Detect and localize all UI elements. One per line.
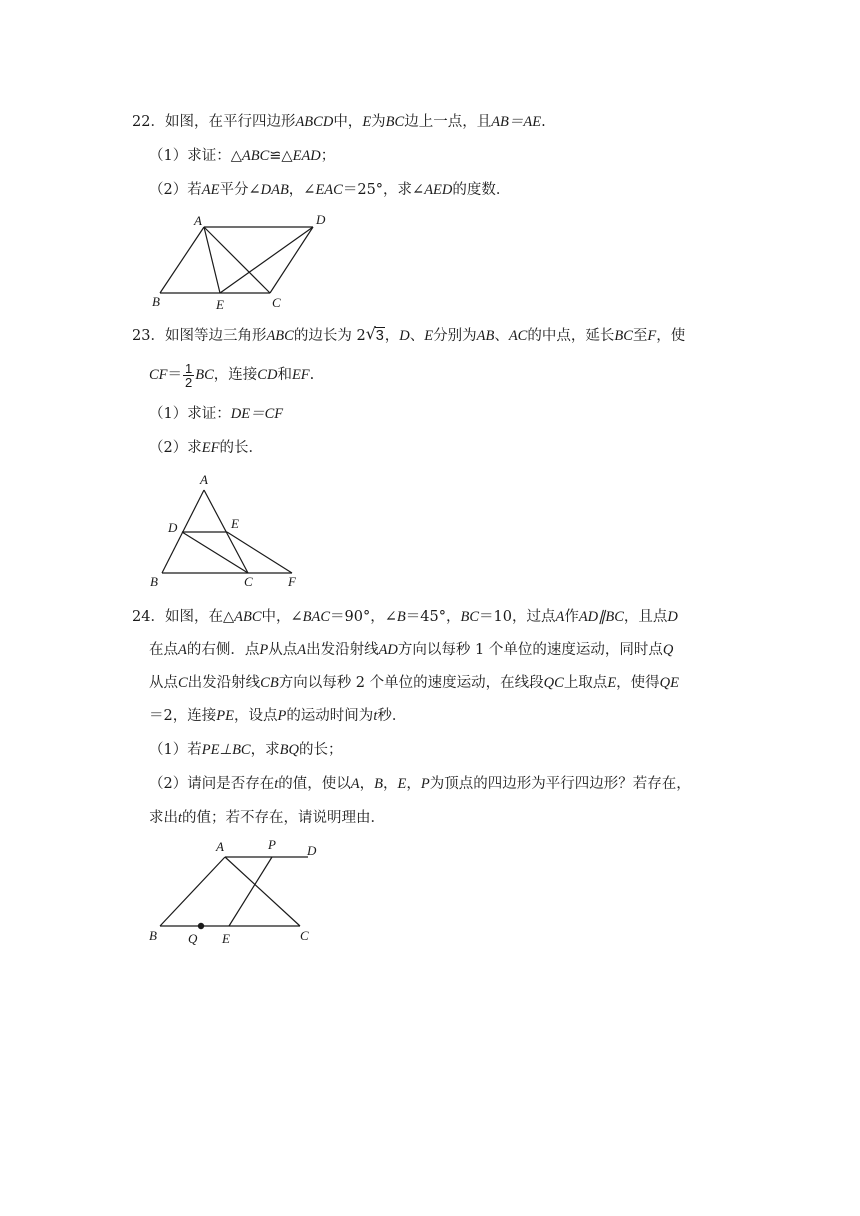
fraction-one-half: $\frac{1}{2}$ [185,360,193,390]
q22-figure [140,205,350,315]
segment-AC [225,857,300,926]
sqrt-symbol: √ 3 [365,324,384,344]
point-label-A: A [194,213,202,228]
segment-AC [204,227,270,293]
point-label-E: E [216,297,224,312]
point-label-D: D [307,843,317,858]
q24-part1: （1）若PE⊥BC，求BQ的长； [149,742,343,758]
point-label-B: B [150,574,158,589]
point-label-B: B [149,928,157,943]
segment-DC [270,227,313,293]
point-label-A: A [216,839,224,854]
q23-stem: 23．如图等边三角形ABC的边长为 2 √ 3，D、E分别为AB、AC的中点，延长BC至F，使 [132,324,686,344]
point-label-P: P [268,837,276,852]
q24-line3: 从点C出发沿射线CB方向以每秒 2 个单位的速度运动，在线段QC上取点E，使得QE [149,675,680,691]
point-label-E: E [222,931,230,946]
point-label-C: C [272,295,281,310]
point-label-C: C [244,574,253,589]
segment-AB [160,227,204,293]
point-Q-dot [198,923,204,929]
point-label-Q: Q [188,931,198,946]
q24-line2: 在点A的右侧．点P从点A出发沿射线AD方向以每秒 1 个单位的速度运动，同时点Q [149,642,674,658]
q23-line2: CF＝ $\frac{1}{2}$ BC，连接CD和EF. [149,360,315,390]
segment-AE [204,227,220,293]
q24-figure [140,835,330,950]
q23-part2: （2）求EF的长． [149,440,263,456]
point-label-F: F [288,574,296,589]
q24-line4: ＝2，连接PE，设点P的运动时间为t秒． [149,708,407,724]
segment-AB [160,857,225,926]
q23-part1: （1）求证：DE＝CF [149,406,284,422]
point-label-D: D [168,520,178,535]
q23-figure [140,470,310,592]
point-label-B: B [152,294,160,309]
q24-line1: 24．如图，在△ABC中，∠BAC＝90°，∠B＝45°，BC＝10，过点A作AD∥BC，且点D [132,609,678,625]
segment-DC [182,532,248,573]
point-label-E: E [231,516,239,531]
q22-part2: （2）若AE平分∠DAB，∠EAC＝25°，求∠AED的度数． [149,182,511,198]
segment-ED [220,227,313,293]
point-label-C: C [300,928,309,943]
q22-part1: （1）求证：△ABC≌△EAD； [149,148,336,164]
q24-part3: 求出t的值；若不存在，请说明理由． [149,810,386,826]
point-label-A: A [200,472,208,487]
point-label-D: D [316,212,326,227]
q24-part2: （2）请问是否存在t的值，使以A，B，E，P为顶点的四边形为平行四边形？若存在， [149,776,691,792]
q22-stem: 22．如图，在平行四边形ABCD中，E为BC边上一点，且AB＝AE. [132,114,546,130]
